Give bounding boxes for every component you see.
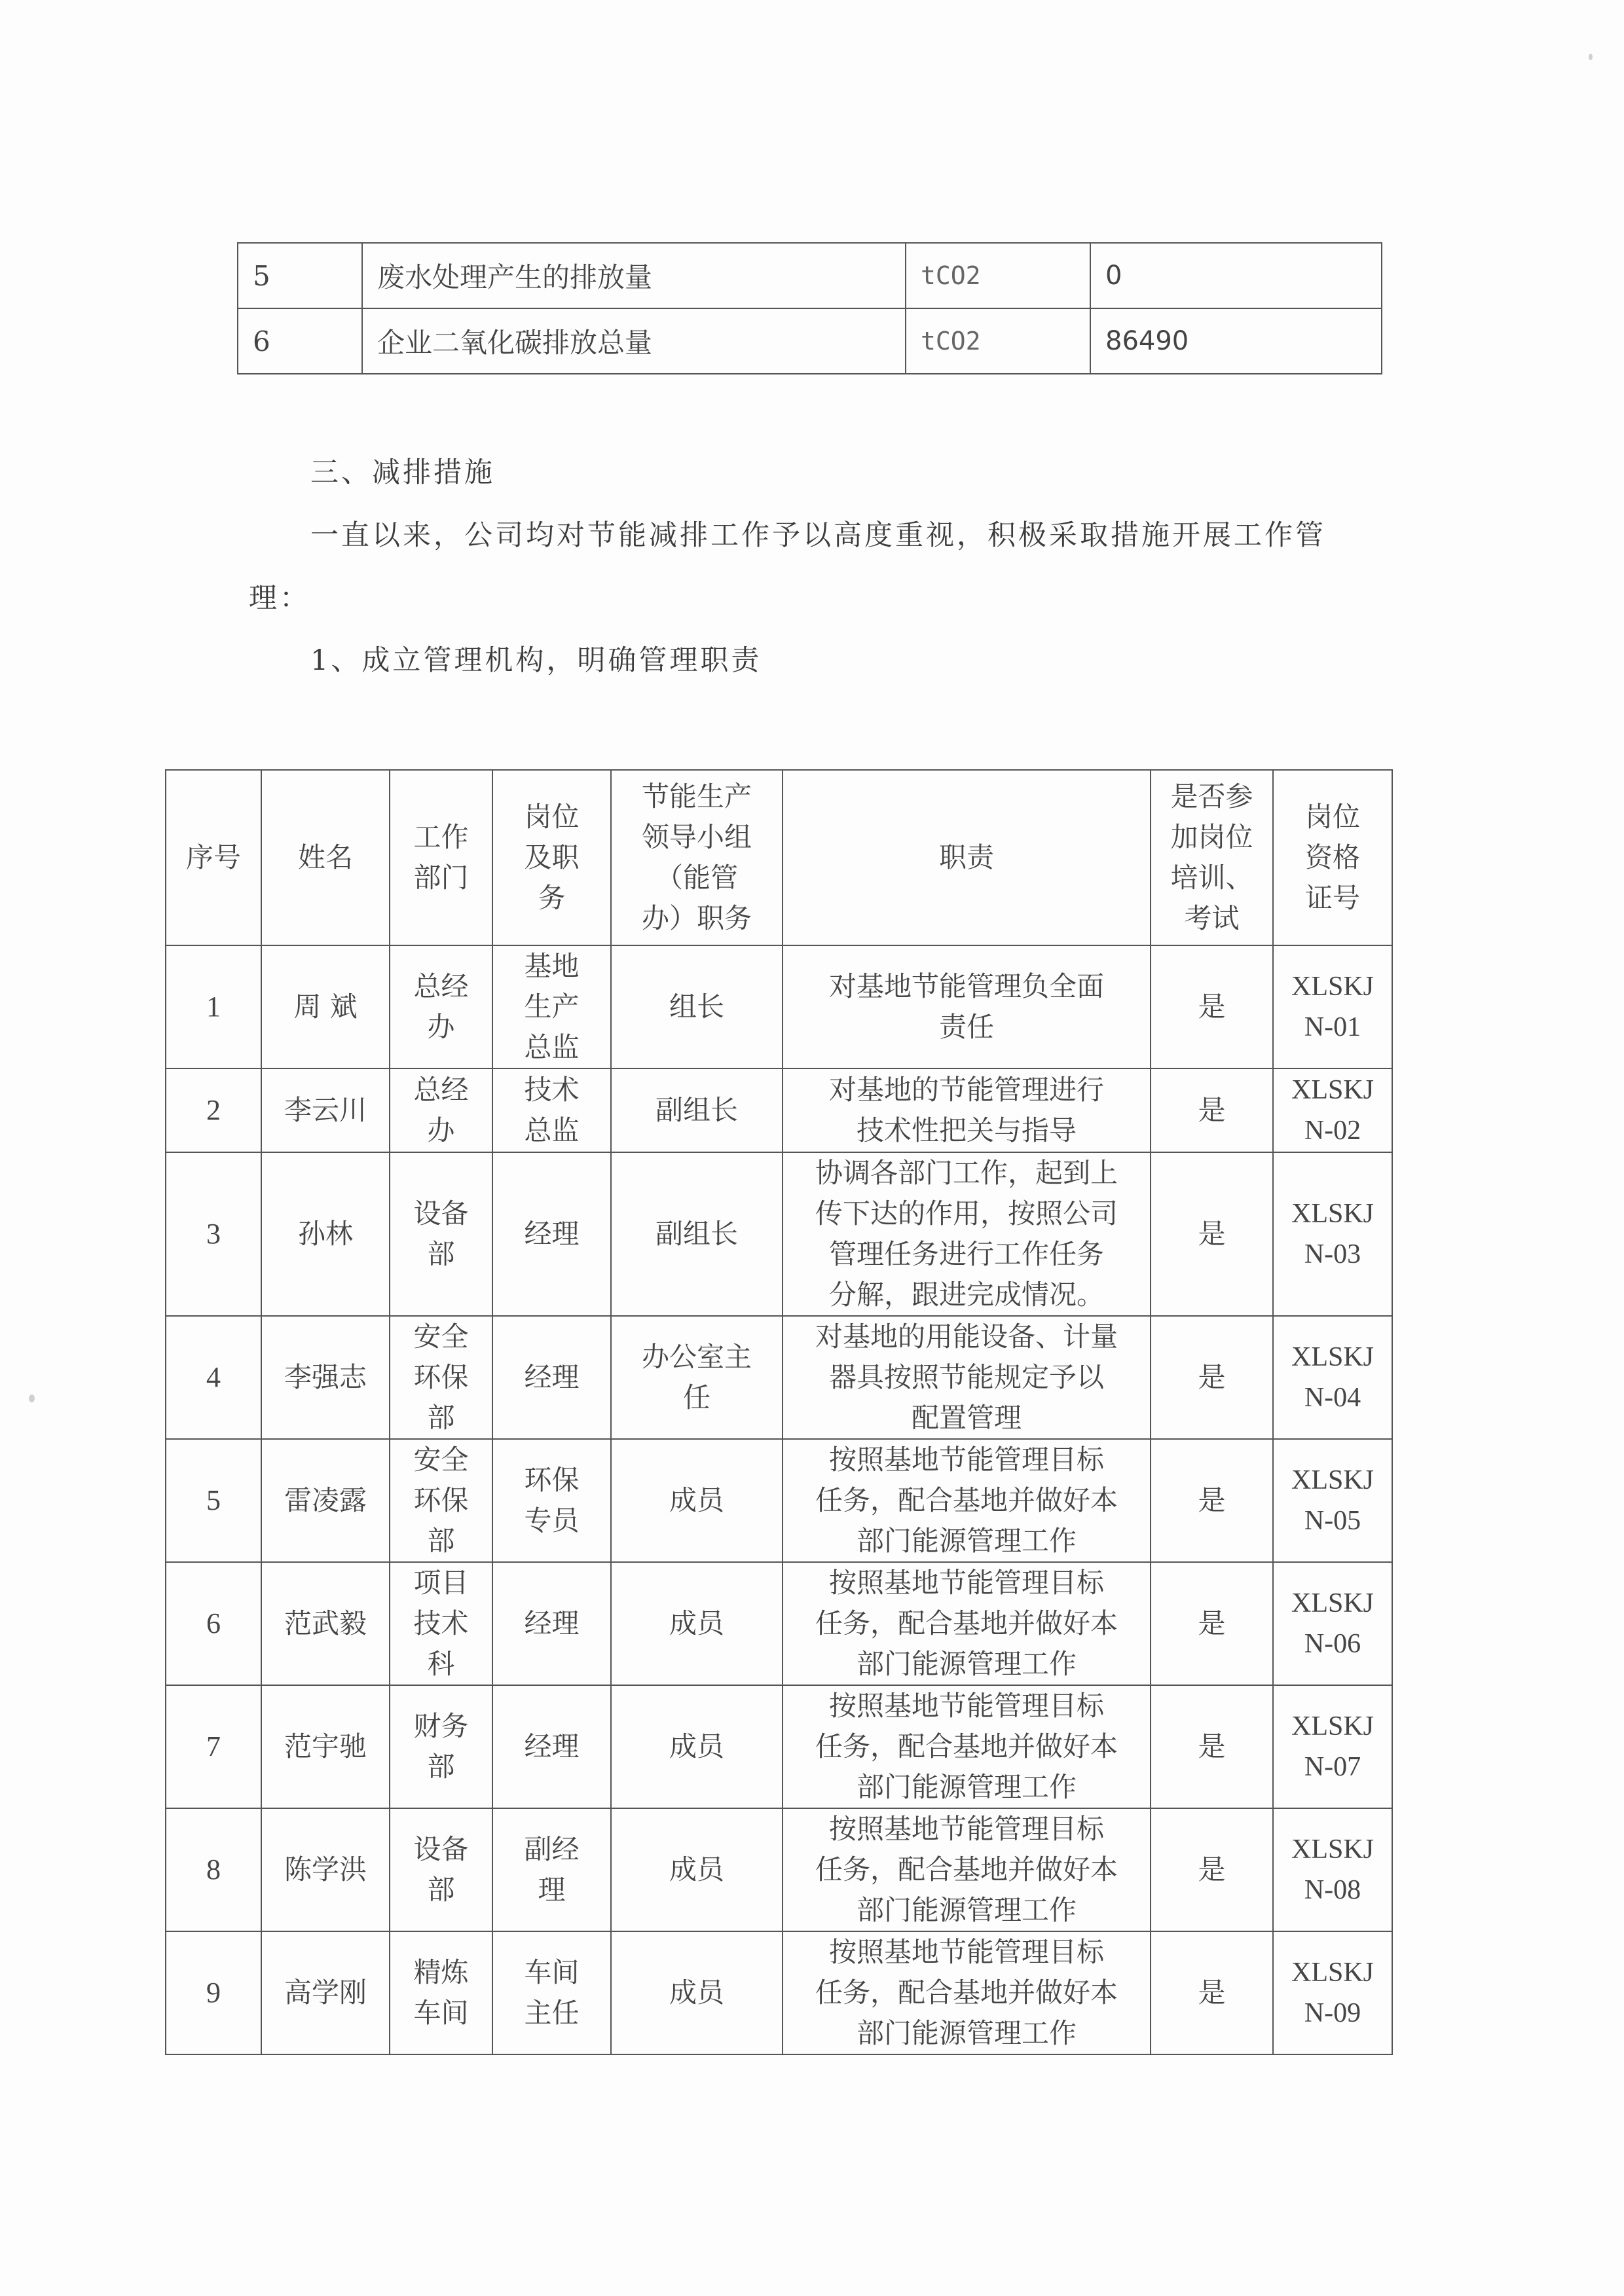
header-group-role: 节能生产 领导小组 （能管 办）职务 — [611, 770, 783, 945]
cell-cert: XLSKJ N-07 — [1273, 1685, 1392, 1808]
table-row — [166, 1068, 1392, 1152]
cell-group-role: 成员 — [611, 1685, 783, 1808]
cell-name: 范武毅 — [261, 1562, 390, 1685]
header-dept: 工作 部门 — [390, 770, 492, 945]
cell-name: 高学刚 — [261, 1931, 390, 2054]
cell-post: 经理 — [492, 1316, 611, 1439]
table-row — [166, 1439, 1392, 1562]
cell-duty: 按照基地节能管理目标 任务，配合基地并做好本 部门能源管理工作 — [783, 1562, 1151, 1685]
cell-name: 周 斌 — [261, 945, 390, 1068]
cell-trained: 是 — [1151, 1562, 1273, 1685]
table-row — [166, 1316, 1392, 1439]
emissions-cell-no: 5 — [238, 243, 362, 308]
cell-duty: 对基地节能管理负全面 责任 — [783, 945, 1151, 1068]
cell-dept: 总经 办 — [390, 1068, 492, 1152]
cell-no: 4 — [166, 1316, 261, 1439]
cell-group-role: 成员 — [611, 1439, 783, 1562]
table-row — [166, 1152, 1392, 1316]
cell-dept: 设备 部 — [390, 1152, 492, 1316]
table-row — [166, 1931, 1392, 2054]
cell-post: 基地 生产 总监 — [492, 945, 611, 1068]
cell-post: 车间 主任 — [492, 1931, 611, 2054]
cell-trained: 是 — [1151, 1808, 1273, 1931]
cell-duty: 按照基地节能管理目标 任务，配合基地并做好本 部门能源管理工作 — [783, 1808, 1151, 1931]
cell-trained: 是 — [1151, 1316, 1273, 1439]
cell-no: 3 — [166, 1152, 261, 1316]
scan-speck — [1589, 54, 1593, 60]
cell-name: 孙林 — [261, 1152, 390, 1316]
cell-cert: XLSKJ N-02 — [1273, 1068, 1392, 1152]
emissions-cell-unit: tCO2 — [906, 308, 1090, 374]
cell-dept: 安全 环保 部 — [390, 1439, 492, 1562]
cell-no: 6 — [166, 1562, 261, 1685]
emissions-row — [238, 308, 1382, 374]
emissions-cell-item: 企业二氧化碳排放总量 — [362, 308, 906, 374]
cell-dept: 设备 部 — [390, 1808, 492, 1931]
cell-duty: 对基地的用能设备、计量 器具按照节能规定予以 配置管理 — [783, 1316, 1151, 1439]
cell-cert: XLSKJ N-08 — [1273, 1808, 1392, 1931]
cell-duty: 协调各部门工作，起到上 传下达的作用，按照公司 管理任务进行工作任务 分解，跟进完成情况。 — [783, 1152, 1151, 1316]
emissions-cell-value: 86490 — [1090, 308, 1382, 374]
cell-group-role: 组长 — [611, 945, 783, 1068]
cell-no: 8 — [166, 1808, 261, 1931]
cell-duty: 按照基地节能管理目标 任务，配合基地并做好本 部门能源管理工作 — [783, 1685, 1151, 1808]
section-heading: 三、减排措施 — [310, 456, 495, 489]
cell-dept: 项目 技术 科 — [390, 1562, 492, 1685]
cell-duty: 对基地的节能管理进行 技术性把关与指导 — [783, 1068, 1151, 1152]
cell-dept: 财务 部 — [390, 1685, 492, 1808]
cell-name: 范宇驰 — [261, 1685, 390, 1808]
subheading: 1、成立管理机构，明确管理职责 — [310, 644, 762, 677]
cell-post: 副经 理 — [492, 1808, 611, 1931]
cell-trained: 是 — [1151, 1068, 1273, 1152]
cell-duty: 按照基地节能管理目标 任务，配合基地并做好本 部门能源管理工作 — [783, 1439, 1151, 1562]
cell-trained: 是 — [1151, 1152, 1273, 1316]
cell-group-role: 办公室主 任 — [611, 1316, 783, 1439]
cell-group-role: 副组长 — [611, 1068, 783, 1152]
cell-cert: XLSKJ N-03 — [1273, 1152, 1392, 1316]
cell-name: 雷凌露 — [261, 1439, 390, 1562]
cell-trained: 是 — [1151, 1685, 1273, 1808]
cell-cert: XLSKJ N-09 — [1273, 1931, 1392, 2054]
emissions-table — [237, 242, 1382, 374]
cell-dept: 精炼 车间 — [390, 1931, 492, 2054]
cell-duty: 按照基地节能管理目标 任务，配合基地并做好本 部门能源管理工作 — [783, 1931, 1151, 2054]
cell-name: 李强志 — [261, 1316, 390, 1439]
cell-post: 经理 — [492, 1562, 611, 1685]
header-duty: 职责 — [783, 770, 1151, 945]
header-no: 序号 — [166, 770, 261, 945]
cell-name: 陈学洪 — [261, 1808, 390, 1931]
cell-post: 环保 专员 — [492, 1439, 611, 1562]
header-post: 岗位 及职 务 — [492, 770, 611, 945]
cell-cert: XLSKJ N-05 — [1273, 1439, 1392, 1562]
scan-speck — [29, 1394, 35, 1402]
management-table — [165, 769, 1393, 2055]
cell-trained: 是 — [1151, 1439, 1273, 1562]
intro-paragraph-line1: 一直以来，公司均对节能减排工作予以高度重视，积极采取措施开展工作管 — [310, 519, 1326, 552]
cell-trained: 是 — [1151, 1931, 1273, 2054]
cell-name: 李云川 — [261, 1068, 390, 1152]
cell-dept: 安全 环保 部 — [390, 1316, 492, 1439]
emissions-cell-item: 废水处理产生的排放量 — [362, 243, 906, 308]
emissions-cell-value: 0 — [1090, 243, 1382, 308]
cell-post: 技术 总监 — [492, 1068, 611, 1152]
cell-group-role: 副组长 — [611, 1152, 783, 1316]
cell-post: 经理 — [492, 1685, 611, 1808]
table-header-row — [166, 770, 1392, 945]
table-row — [166, 945, 1392, 1068]
cell-no: 2 — [166, 1068, 261, 1152]
table-row — [166, 1562, 1392, 1685]
cell-group-role: 成员 — [611, 1931, 783, 2054]
emissions-cell-unit: tCO2 — [906, 243, 1090, 308]
cell-post: 经理 — [492, 1152, 611, 1316]
cell-no: 5 — [166, 1439, 261, 1562]
cell-group-role: 成员 — [611, 1562, 783, 1685]
table-row — [166, 1808, 1392, 1931]
header-cert: 岗位 资格 证号 — [1273, 770, 1392, 945]
cell-no: 1 — [166, 945, 261, 1068]
cell-dept: 总经 办 — [390, 945, 492, 1068]
header-name: 姓名 — [261, 770, 390, 945]
cell-trained: 是 — [1151, 945, 1273, 1068]
cell-no: 9 — [166, 1931, 261, 2054]
emissions-row — [238, 243, 1382, 308]
table-row — [166, 1685, 1392, 1808]
intro-paragraph-line2: 理： — [249, 582, 310, 615]
cell-no: 7 — [166, 1685, 261, 1808]
cell-cert: XLSKJ N-06 — [1273, 1562, 1392, 1685]
header-trained: 是否参 加岗位 培训、 考试 — [1151, 770, 1273, 945]
cell-group-role: 成员 — [611, 1808, 783, 1931]
cell-cert: XLSKJ N-01 — [1273, 945, 1392, 1068]
emissions-cell-no: 6 — [238, 308, 362, 374]
cell-cert: XLSKJ N-04 — [1273, 1316, 1392, 1439]
